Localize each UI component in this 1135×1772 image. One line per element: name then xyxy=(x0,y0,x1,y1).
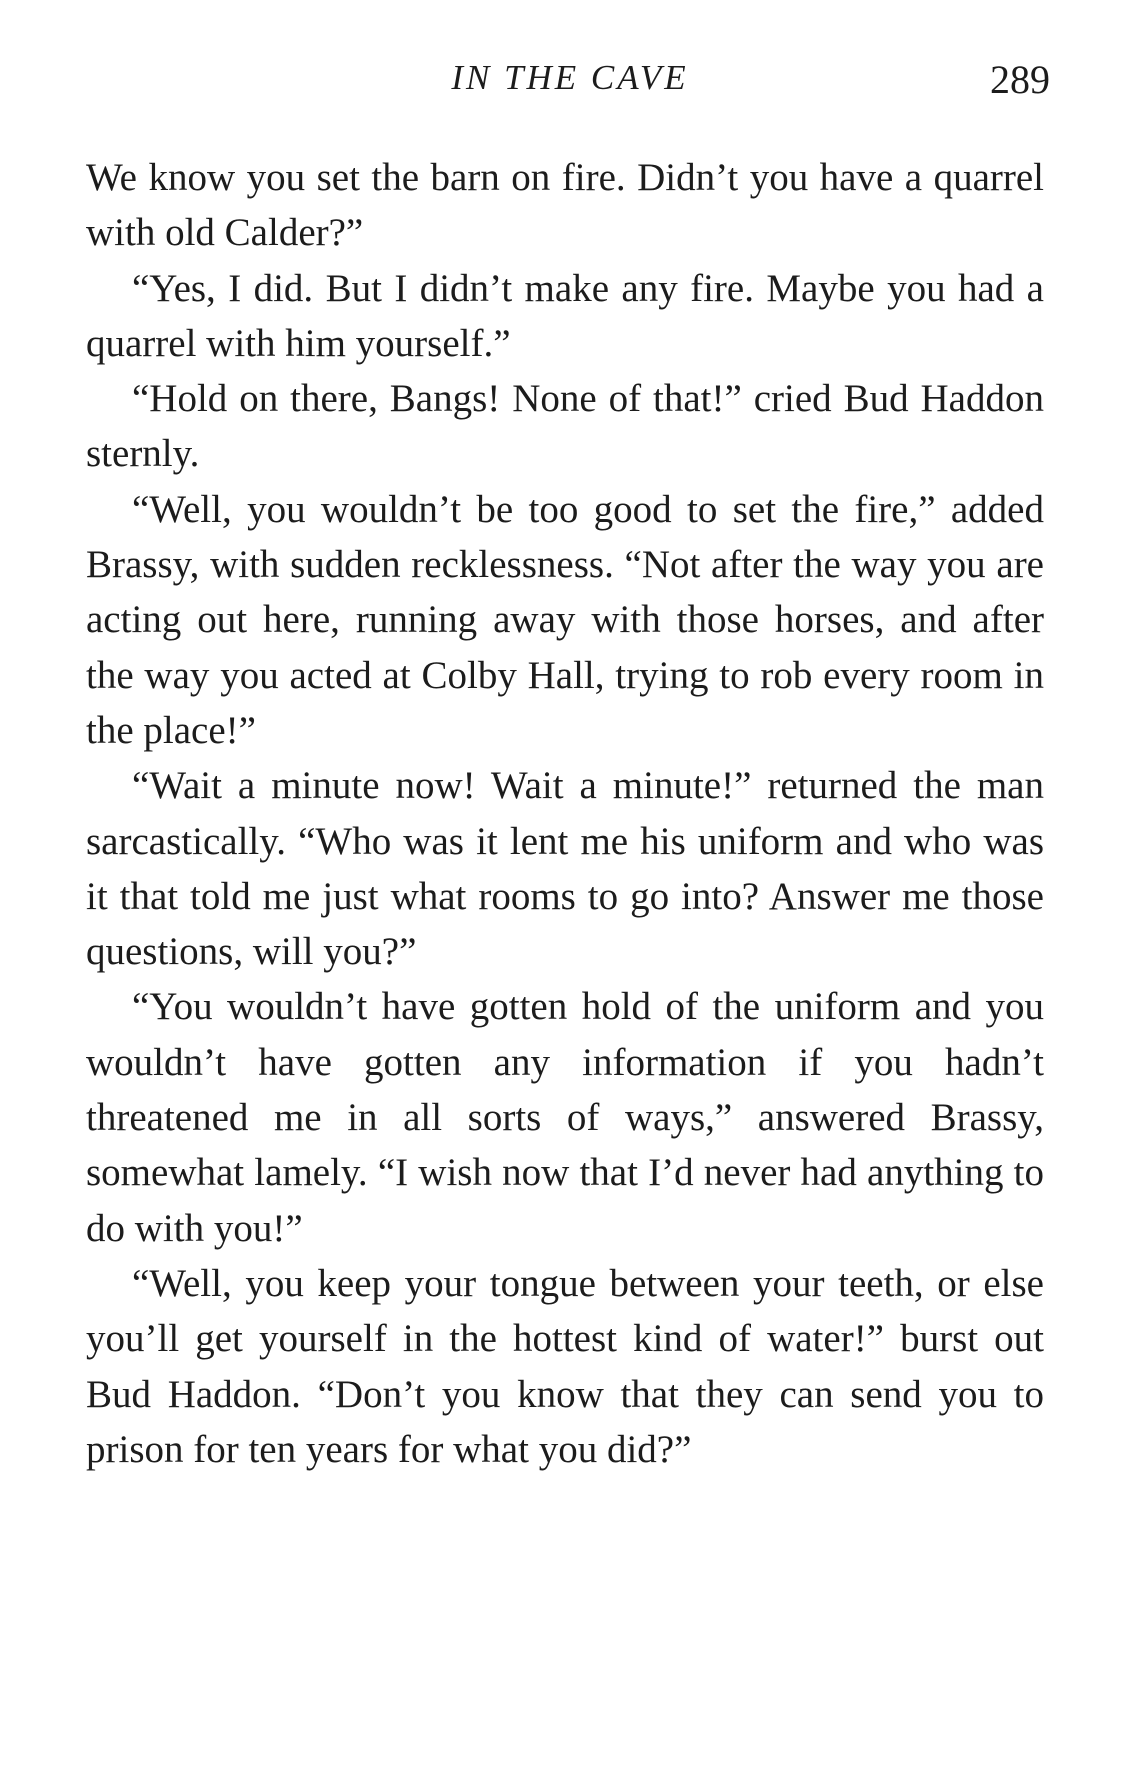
running-head xyxy=(86,52,1054,102)
running-title: IN THE CAVE xyxy=(451,58,689,97)
paragraph: “Hold on there, Bangs! None of that!” cried Bud Haddon sternly. xyxy=(86,377,1044,476)
paragraph: “You wouldn’t have gotten hold of the uniform and you wouldn’t have gotten any information if you hadn’t threatened me in all sorts of ways,” answered Brassy, somewhat lamely. “I wish now that I’d never had anything to do with you!” xyxy=(86,985,1044,1250)
paragraph: “Wait a minute now! Wait a minute!” returned the man sarcastically. “Who was it lent me his uniform and who was it that told me just what rooms to go into? Answer me those questions, will you?” xyxy=(86,764,1044,974)
paragraph: “Yes, I did. But I didn’t make any fire. Maybe you had a quarrel with him yourself.” xyxy=(86,266,1044,365)
page-number: 289 xyxy=(990,57,1050,102)
body-text xyxy=(86,150,1044,1477)
paragraph: “Well, you wouldn’t be too good to set the fire,” added Brassy, with sudden recklessness. “Not after the way you are acting out here, running away with those horses, and after the way you acted at Colby Hall, trying to rob every room in the place!” xyxy=(86,487,1044,752)
paragraph: We know you set the barn on fire. Didn’t you have a quarrel with old Calder?” xyxy=(86,156,1044,255)
paragraph: “Well, you keep your tongue between your teeth, or else you’ll get yourself in the hottest kind of water!” burst out Bud Haddon. “Don’t you know that they can send you to prison for ten years for what you did?” xyxy=(86,1261,1044,1471)
